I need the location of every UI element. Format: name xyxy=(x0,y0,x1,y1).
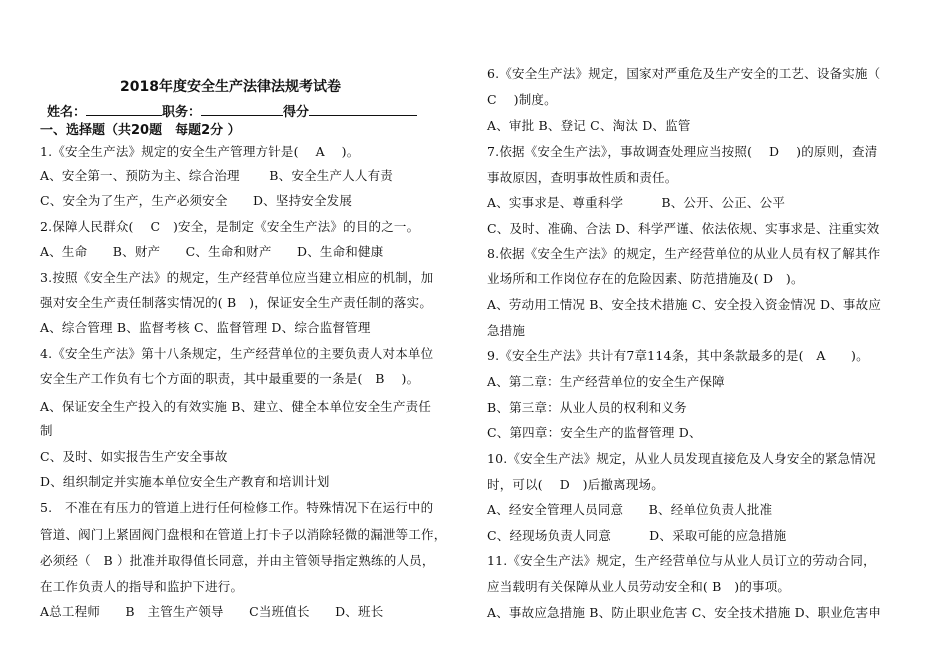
question-line: B、第三章：从业人员的权利和义务 xyxy=(487,400,687,415)
question-line: C、及时、如实报告生产安全事故 xyxy=(40,449,228,464)
position-blank xyxy=(201,103,283,116)
question-line: C、安全为了生产，生产必须安全 D、坚持安全发展 xyxy=(40,193,353,208)
question-line: A、经安全管理人员同意 B、经单位负责人批准 xyxy=(487,502,773,517)
question-line: 8.依据《安全生产法》的规定，生产经营单位的从业人员有权了解其作 xyxy=(487,246,881,261)
question-line: A、生命 B、财产 C、生命和财产 D、生命和健康 xyxy=(40,244,384,259)
score-label: 得分 xyxy=(283,105,310,120)
question-line: A、综合管理 B、监督考核 C、监督管理 D、综合监督管理 xyxy=(40,320,371,335)
question-line: 7.依据《安全生产法》，事故调查处理应当按照( D )的原则，查清 xyxy=(487,144,878,159)
question-line: D、组织制定并实施本单位安全生产教育和培训计划 xyxy=(40,474,330,489)
question-line: A、实事求是、尊重科学 B、公开、公正、公平 xyxy=(487,195,786,210)
question-line: 业场所和工作岗位存在的危险因素、防范措施及( D )。 xyxy=(487,271,804,286)
question-line: A、审批 B、登记 C、淘汰 D、监管 xyxy=(487,118,691,133)
question-line: 制 xyxy=(40,423,53,438)
name-blank xyxy=(86,103,162,116)
question-line: 管道、阀门上紧固阀门盘根和在管道上打卡子以消除轻微的漏泄等工作， xyxy=(40,527,447,542)
question-line: 11.《安全生产法》规定，生产经营单位与从业人员订立的劳动合同， xyxy=(487,553,876,568)
question-line: 2.保障人民群众( C )安全，是制定《安全生产法》的目的之一。 xyxy=(40,219,420,234)
question-line: C )制度。 xyxy=(487,92,557,107)
question-line: 10.《安全生产法》规定，从业人员发现直接危及人身安全的紧急情况 xyxy=(487,451,876,466)
question-line: 强对安全生产责任制落实情况的( B )，保证安全生产责任制的落实。 xyxy=(40,295,433,310)
question-line: 急措施 xyxy=(487,323,526,338)
question-line: A、安全第一、预防为主、综合治理 B、安全生产人人有责 xyxy=(40,168,393,183)
question-line: 4.《安全生产法》第十八条规定，生产经营单位的主要负责人对本单位 xyxy=(40,346,434,361)
question-line: 在工作负责人的指导和监护下进行。 xyxy=(40,579,244,594)
question-line: C、第四章：安全生产的监督管理 D、 xyxy=(487,425,702,440)
question-line: C、经现场负责人同意 D、采取可能的应急措施 xyxy=(487,528,787,543)
question-line: 事故原因，查明事故性质和责任。 xyxy=(487,170,678,185)
question-line: 时，可以( D )后撤离现场。 xyxy=(487,477,664,492)
question-line: 6.《安全生产法》规定，国家对严重危及生产安全的工艺、设备实施（ xyxy=(487,66,881,81)
question-line: 应当载明有关保障从业人员劳动安全和( B )的事项。 xyxy=(487,579,791,594)
section-heading: 一、选择题（共20题 每题2分 ） xyxy=(40,123,241,138)
question-line: 1.《安全生产法》规定的安全生产管理方针是( A )。 xyxy=(40,144,360,159)
question-line: A、第二章：生产经营单位的安全生产保障 xyxy=(487,374,725,389)
question-line: 安全生产工作负有七个方面的职责，其中最重要的一条是( B )。 xyxy=(40,371,420,386)
question-line: 必须经（ B ）批准并取得值长同意，并由主管领导指定熟练的人员， xyxy=(40,553,435,568)
question-line: C、及时、准确、合法 D、科学严谨、依法依规、实事求是、注重实效 xyxy=(487,221,880,236)
examinee-info-row xyxy=(47,101,417,120)
question-line: 9.《安全生产法》共计有7章114条，其中条款最多的是( A )。 xyxy=(487,348,869,363)
question-line: A、事故应急措施 B、防止职业危害 C、安全技术措施 D、职业危害申 xyxy=(487,605,882,620)
score-blank xyxy=(309,103,417,116)
question-line: A总工程师 B 主管生产领导 C当班值长 D、班长 xyxy=(40,604,384,619)
question-line: A、保证安全生产投入的有效实施 B、建立、健全本单位安全生产责任 xyxy=(40,399,432,414)
question-line: A、劳动用工情况 B、安全技术措施 C、安全投入资金情况 D、事故应 xyxy=(487,297,882,312)
question-line: 5. 不准在有压力的管道上进行任何检修工作。特殊情况下在运行中的 xyxy=(40,500,434,515)
question-line: 3.按照《安全生产法》的规定，生产经营单位应当建立相应的机制，加 xyxy=(40,270,434,285)
exam-title: 2018年度安全生产法律法规考试卷 xyxy=(120,79,341,95)
name-label: 姓名： xyxy=(47,105,87,120)
position-label: 职务： xyxy=(162,105,202,120)
